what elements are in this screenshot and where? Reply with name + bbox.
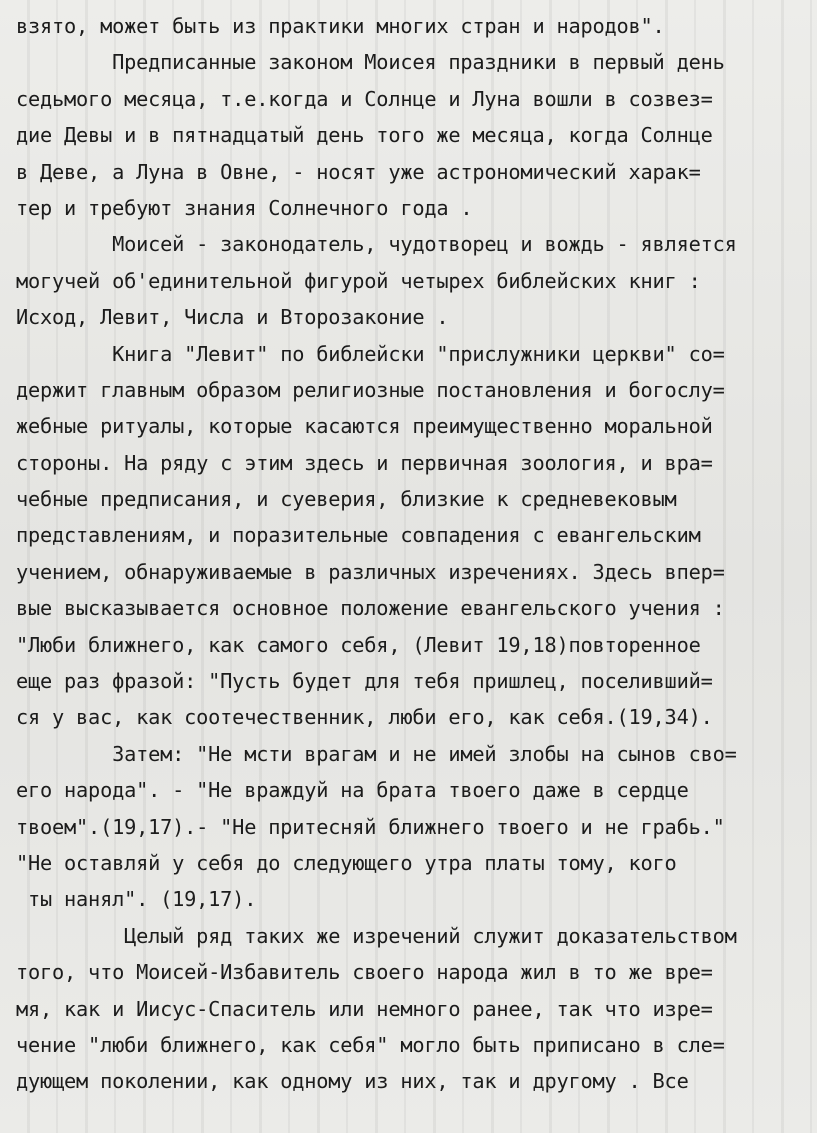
text-line: стороны. На ряду с этим здесь и первичная зоология, и вра= — [16, 450, 713, 475]
text-line: ся у вас, как соотечественник, люби его, как себя.(19,34). — [16, 705, 713, 730]
text-line: Исход, Левит, Числа и Второзаконие . — [16, 305, 449, 330]
text-line: взято, может быть из практики многих стран и народов". — [16, 14, 665, 38]
text-line: учением, обнаруживаемые в различных изречениях. Здесь впер= — [16, 559, 725, 584]
text-line: еще раз фразой: "Пусть будет для тебя пришлец, поселивший= — [16, 669, 713, 694]
text-line: ты нанял". (19,17). — [16, 887, 257, 912]
text-line: дующем поколении, как одному из них, так и другому . Все — [16, 1069, 689, 1094]
text-line: Моисей - законодатель, чудотворец и вождь - является — [16, 232, 737, 257]
text-line: того, что Моисей-Избавитель своего народа жил в то же вре= — [16, 960, 713, 985]
page-text — [16, 0, 816, 1100]
text-line: твоем".(19,17).- "Не притесняй ближнего твоего и не грабь." — [16, 814, 725, 839]
text-line: Затем: "Не мсти врагам и не имей злобы на сынов сво= — [16, 741, 737, 766]
text-line: держит главным образом религиозные постановления и богослу= — [16, 377, 725, 402]
text-line: мя, как и Иисус-Спаситель или немного ранее, так что изре= — [16, 996, 713, 1021]
text-line: представлениям, и поразительные совпадения с евангельским — [16, 523, 701, 548]
text-line: тер и требуют знания Солнечного года . — [16, 195, 473, 220]
text-line: "Люби ближнего, как самого себя, (Левит 19,18)повторенное — [16, 632, 701, 657]
text-line: могучей об'единительной фигурой четырех библейских книг : — [16, 268, 701, 293]
text-line: седьмого месяца, т.е.когда и Солнце и Луна вошли в созвез= — [16, 86, 713, 111]
text-line: жебные ритуалы, которые касаются преимущественно моральной — [16, 414, 713, 439]
text-line: Целый ряд таких же изречений служит доказательством — [16, 923, 737, 948]
text-line: в Деве, а Луна в Овне, - носят уже астрономический харак= — [16, 159, 701, 184]
text-line: чение "люби ближнего, как себя" могло быть приписано в сле= — [16, 1032, 725, 1057]
text-line: чебные предписания, и суеверия, близкие к средневековым — [16, 487, 677, 512]
text-line: его народа". - "Не враждуй на брата твоего даже в сердце — [16, 778, 689, 803]
text-line: Книга "Левит" по библейски "прислужники церкви" со= — [16, 341, 725, 366]
text-line: вые высказывается основное положение евангельского учения : — [16, 596, 725, 621]
text-line: Предписанные законом Моисея праздники в первый день — [16, 50, 725, 75]
text-line: "Не оставляй у себя до следующего утра платы тому, кого — [16, 850, 677, 875]
text-line: дие Девы и в пятнадцатый день того же месяца, когда Солнце — [16, 123, 713, 148]
